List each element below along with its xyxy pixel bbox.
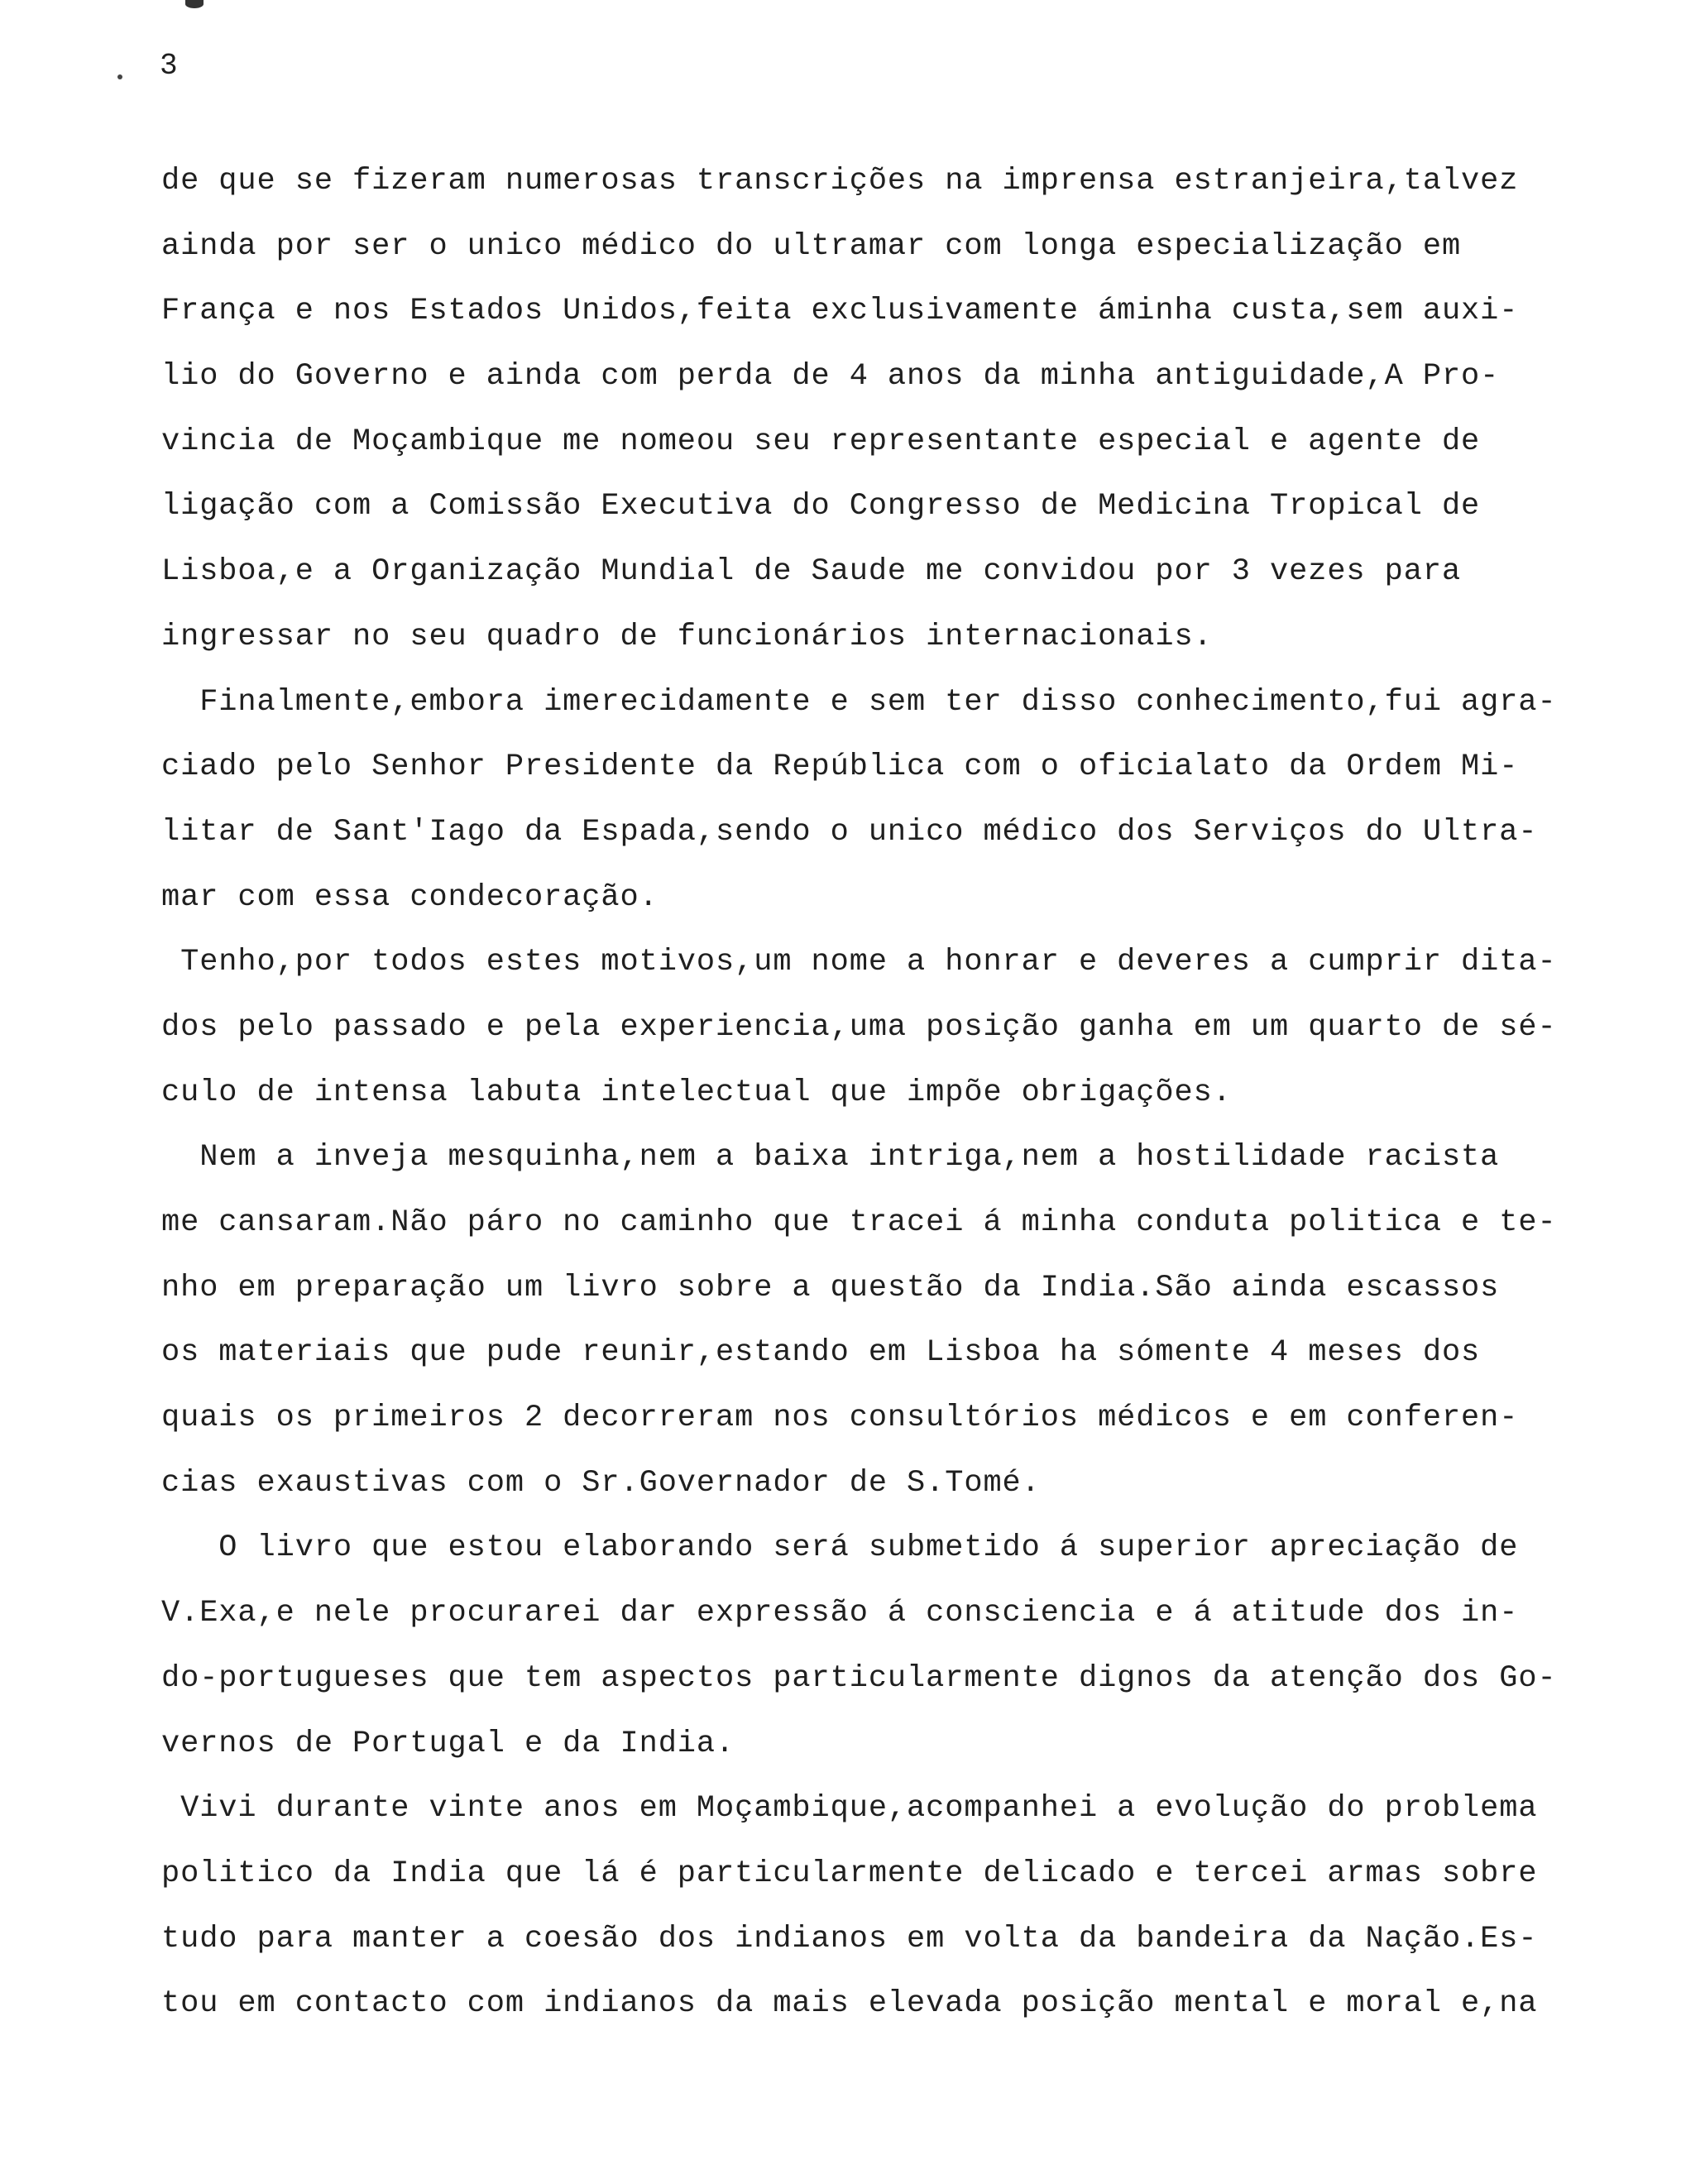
text-line: vernos de Portugal e da India. [161, 1726, 735, 1761]
text-line: vincia de Moçambique me nomeou seu representante especial e agente de [161, 424, 1481, 459]
text-line: V.Exa,e nele procurarei dar expressão á consciencia e á atitude dos in- [161, 1596, 1519, 1631]
text-line: tudo para manter a coesão dos indianos em volta da bandeira da Nação.Es- [161, 1921, 1538, 1956]
text-line: quais os primeiros 2 decorreram nos consultórios médicos e em conferen- [161, 1401, 1519, 1436]
page-number: 3 [160, 49, 178, 83]
text-line: mar com essa condecoração. [161, 879, 659, 915]
text-line: lio do Governo e ainda com perda de 4 anos da minha antiguidade,A Pro- [161, 359, 1500, 395]
text-line: Vivi durante vinte anos em Moçambique,acompanhei a evolução do problema [161, 1791, 1538, 1827]
text-line: França e nos Estados Unidos,feita exclusivamente áminha custa,sem auxi- [161, 294, 1519, 329]
text-line: O livro que estou elaborando será submetido á superior apreciação de [161, 1530, 1519, 1566]
text-line: nho em preparação um livro sobre a questão da India.São ainda escassos [161, 1270, 1500, 1305]
text-line: Tenho,por todos estes motivos,um nome a honrar e deveres a cumprir dita- [161, 945, 1557, 980]
typewritten-letter-body [161, 149, 1601, 2037]
text-line: ainda por ser o unico médico do ultramar com longa especialização em [161, 228, 1462, 264]
text-line: do-portugueses que tem aspectos particularmente dignos da atenção dos Go- [161, 1660, 1557, 1696]
text-line: culo de intensa labuta intelectual que impõe obrigações. [161, 1075, 1232, 1110]
text-line: ingressar no seu quadro de funcionários internacionais. [161, 619, 1213, 654]
text-line: litar de Sant'Iago da Espada,sendo o unico médico dos Serviços do Ultra- [161, 814, 1538, 850]
text-line: ciado pelo Senhor Presidente da República com o oficialato da Ordem Mi- [161, 750, 1519, 785]
text-line: ligação com a Comissão Executiva do Congresso de Medicina Tropical de [161, 489, 1481, 524]
ink-mark [185, 0, 204, 8]
text-line: politico da India que lá é particularmente delicado e tercei armas sobre [161, 1856, 1538, 1891]
text-line: dos pelo passado e pela experiencia,uma posição ganha em um quarto de sé- [161, 1009, 1557, 1045]
text-line: os materiais que pude reunir,estando em Lisboa ha sómente 4 meses dos [161, 1335, 1481, 1371]
text-line: tou em contacto com indianos da mais elevada posição mental e moral e,na [161, 1986, 1538, 2022]
ink-dot [117, 74, 122, 79]
text-line: Nem a inveja mesquinha,nem a baixa intriga,nem a hostilidade racista [161, 1140, 1500, 1176]
text-line: de que se fizeram numerosas transcrições na imprensa estranjeira,talvez [161, 164, 1519, 199]
text-line: cias exaustivas com o Sr.Governador de S.Tomé. [161, 1465, 1041, 1501]
text-line: Finalmente,embora imerecidamente e sem ter disso conhecimento,fui agra- [161, 684, 1557, 720]
text-line: me cansaram.Não páro no caminho que tracei á minha conduta politica e te- [161, 1205, 1557, 1240]
text-line: Lisboa,e a Organização Mundial de Saude me convidou por 3 vezes para [161, 554, 1462, 590]
